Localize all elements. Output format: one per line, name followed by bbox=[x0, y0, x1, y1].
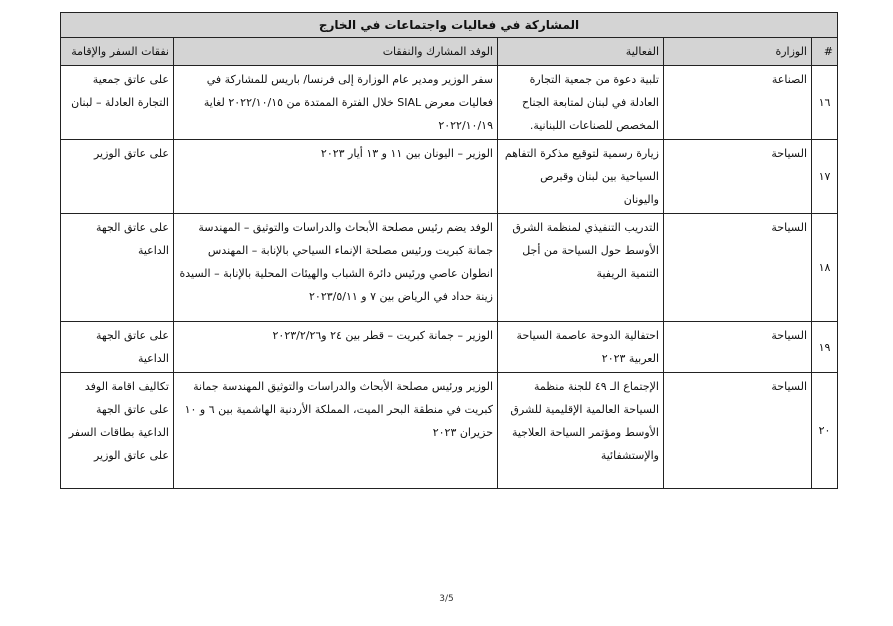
row-expenses: على عاتق جمعية التجارة العادلة – لبنان bbox=[61, 66, 174, 140]
row-delegation: الوزير ورئيس مصلحة الأبحاث والدراسات والتوثيق المهندسة جمانة كبريت في منطقة البحر الميت، المملكة الأردنية الهاشمية بين ٦ و ١٠ حزيران ٢٠٢٣ bbox=[174, 373, 498, 489]
header-row bbox=[61, 38, 838, 66]
row-event: زيارة رسمية لتوقيع مذكرة التفاهم السياحية بين لبنان وقبرص واليونان bbox=[498, 140, 664, 214]
row-ministry: السياحة bbox=[664, 140, 812, 214]
header-delegation: الوفد المشارك والنفقات bbox=[174, 38, 498, 66]
row-ministry: الصناعة bbox=[664, 66, 812, 140]
row-delegation: الوزير – اليونان بين ١١ و ١٣ أيار ٢٠٢٣ bbox=[174, 140, 498, 214]
table-row bbox=[61, 66, 838, 140]
table-row bbox=[61, 214, 838, 322]
row-expenses: على عاتق الجهة الداعية bbox=[61, 214, 174, 322]
header-event: الفعالية bbox=[498, 38, 664, 66]
row-expenses: على عاتق الوزير bbox=[61, 140, 174, 214]
header-expenses: نفقات السفر والإقامة bbox=[61, 38, 174, 66]
header-ministry: الوزارة bbox=[664, 38, 812, 66]
page-number: 3/5 bbox=[439, 594, 454, 604]
row-event: الإجتماع الـ ٤٩ للجنة منظمة السياحة العالمية الإقليمية للشرق الأوسط ومؤتمر السياحة العلاجية والإستشفائية bbox=[498, 373, 664, 489]
row-delegation: الوفد يضم رئيس مصلحة الأبحاث والدراسات والتوثيق – المهندسة جمانة كبريت ورئيس مصلحة الإنماء السياحي بالإنابة – المهندس انطوان عاصي ورئيس دائرة الشباب والهيئات المحلية بالإنابة – السيدة زينة حداد في الرياض بين ٧ و ٢٠٢٣/٥/١١ bbox=[174, 214, 498, 322]
table-title: المشاركة في فعاليات واجتماعات في الخارج bbox=[61, 13, 838, 38]
row-delegation: الوزير – جمانة كبريت – قطر بين ٢٤ و٢٠٢٣/٢/٢٦ bbox=[174, 322, 498, 373]
row-event: احتفالية الدوحة عاصمة السياحة العربية ٢٠٢٣ bbox=[498, 322, 664, 373]
table-row bbox=[61, 322, 838, 373]
row-num: ١٨ bbox=[812, 214, 838, 322]
row-expenses: تكاليف اقامة الوفد على عاتق الجهة الداعية بطاقات السفر على عاتق الوزير bbox=[61, 373, 174, 489]
row-num: ٢٠ bbox=[812, 373, 838, 489]
row-event: التدريب التنفيذي لمنظمة الشرق الأوسط حول السياحة من أجل التنمية الريفية bbox=[498, 214, 664, 322]
row-ministry: السياحة bbox=[664, 214, 812, 322]
row-ministry: السياحة bbox=[664, 322, 812, 373]
activities-table bbox=[60, 12, 838, 489]
row-expenses: على عاتق الجهة الداعية bbox=[61, 322, 174, 373]
table-row bbox=[61, 373, 838, 489]
table-row bbox=[61, 140, 838, 214]
row-num: ١٦ bbox=[812, 66, 838, 140]
header-num: # bbox=[812, 38, 838, 66]
row-num: ١٧ bbox=[812, 140, 838, 214]
row-num: ١٩ bbox=[812, 322, 838, 373]
row-event: تلبية دعوة من جمعية التجارة العادلة في لبنان لمتابعة الجناح المخصص للصناعات اللبنانية. bbox=[498, 66, 664, 140]
row-ministry: السياحة bbox=[664, 373, 812, 489]
row-delegation: سفر الوزير ومدير عام الوزارة إلى فرنسا/ باريس للمشاركة في فعاليات معرض SIAL خلال الفترة الممتدة من ٢٠٢٢/١٠/١٥ لغاية ٢٠٢٢/١٠/١٩ bbox=[174, 66, 498, 140]
